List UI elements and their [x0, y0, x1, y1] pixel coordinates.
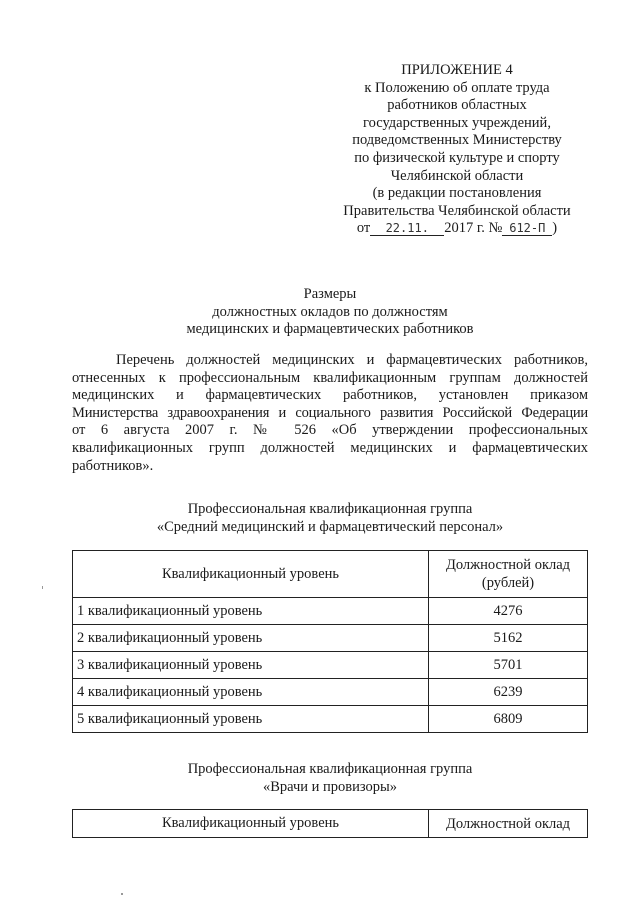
intro-line: Перечень должностей медицинских и фармацевтических работников,: [116, 352, 588, 368]
level-cell: 2 квалификационный уровень: [73, 625, 429, 652]
appendix-line: ПРИЛОЖЕНИЕ 4: [401, 62, 513, 78]
appendix-line: Челябинской области: [390, 167, 524, 184]
appendix-date-line: [318, 220, 596, 238]
intro-paragraph: [72, 352, 588, 475]
column-header-level: Квалификационный уровень: [73, 551, 429, 598]
year-text: 2017 г. №: [444, 220, 503, 237]
level-cell: 5 квалификационный уровень: [73, 706, 429, 733]
group1-title-line1: Профессиональная квалификационная группа: [187, 501, 473, 517]
table-row: [73, 706, 588, 733]
title-line: должностных окладов по должностям: [212, 303, 448, 320]
group2-salary-table: [72, 809, 588, 838]
intro-line: работников».: [72, 457, 154, 474]
appendix-line: подведомственных Министерству: [352, 132, 562, 149]
table-row: [73, 625, 588, 652]
appendix-line: работников областных: [387, 97, 527, 114]
group1-salary-table: [72, 550, 588, 733]
appendix-header: [318, 62, 596, 238]
title-line: Размеры: [303, 286, 357, 302]
group1-title-line2: «Средний медицинский и фармацевтический персонал»: [156, 519, 504, 535]
level-cell: 3 квалификационный уровень: [73, 652, 429, 679]
level-cell: 1 квалификационный уровень: [73, 598, 429, 625]
table-row: [73, 652, 588, 679]
salary-cell: 5162: [429, 625, 588, 652]
table-header-row: [73, 551, 588, 598]
group1-title: [72, 500, 588, 536]
intro-line: от 6 августа 2007 г. № 526 «Об утверждении профессиональных: [72, 422, 588, 439]
salary-header-line2: (рублей): [481, 575, 535, 591]
appendix-line: к Положению об оплате труда: [364, 79, 550, 96]
salary-cell: 4276: [429, 598, 588, 625]
appendix-line: по физической культуре и спорту: [354, 149, 560, 166]
intro-line: отнесенных к профессиональным квалификационным группам должностей: [72, 369, 588, 386]
closing-paren: ): [552, 220, 558, 237]
group2-title: [72, 760, 588, 796]
appendix-line: Правительства Челябинской области: [343, 202, 571, 219]
group2-title-line2: «Врачи и провизоры»: [262, 779, 398, 795]
appendix-line: государственных учреждений,: [363, 114, 551, 131]
appendix-line: (в редакции постановления: [372, 185, 542, 202]
scan-speck: [42, 586, 43, 589]
document-title: [80, 286, 580, 339]
date-value: 22.11.: [370, 221, 444, 236]
scan-speck: [121, 893, 123, 895]
salary-cell: 6239: [429, 679, 588, 706]
level-cell: 4 квалификационный уровень: [73, 679, 429, 706]
column-header-level: Квалификационный уровень: [73, 810, 429, 838]
salary-cell: 6809: [429, 706, 588, 733]
salary-header-line1: Должностной оклад: [445, 557, 571, 573]
intro-line: медицинских и фармацевтических работников, установлен приказом: [72, 387, 588, 404]
intro-line: квалификационных групп должностей медицинских и фармацевтических: [72, 439, 588, 456]
column-header-salary: Должностной оклад: [429, 810, 588, 838]
column-header-salary: [429, 551, 588, 598]
group2-title-line1: Профессиональная квалификационная группа: [187, 761, 473, 777]
table-header-row: [73, 810, 588, 838]
date-prefix: от: [356, 220, 371, 237]
title-line: медицинских и фармацевтических работников: [186, 321, 474, 338]
table-row: [73, 598, 588, 625]
number-value: 612-П: [502, 221, 552, 236]
table-row: [73, 679, 588, 706]
salary-cell: 5701: [429, 652, 588, 679]
intro-line: Министерства здравоохранения и социального развития Российской Федерации: [72, 404, 588, 421]
